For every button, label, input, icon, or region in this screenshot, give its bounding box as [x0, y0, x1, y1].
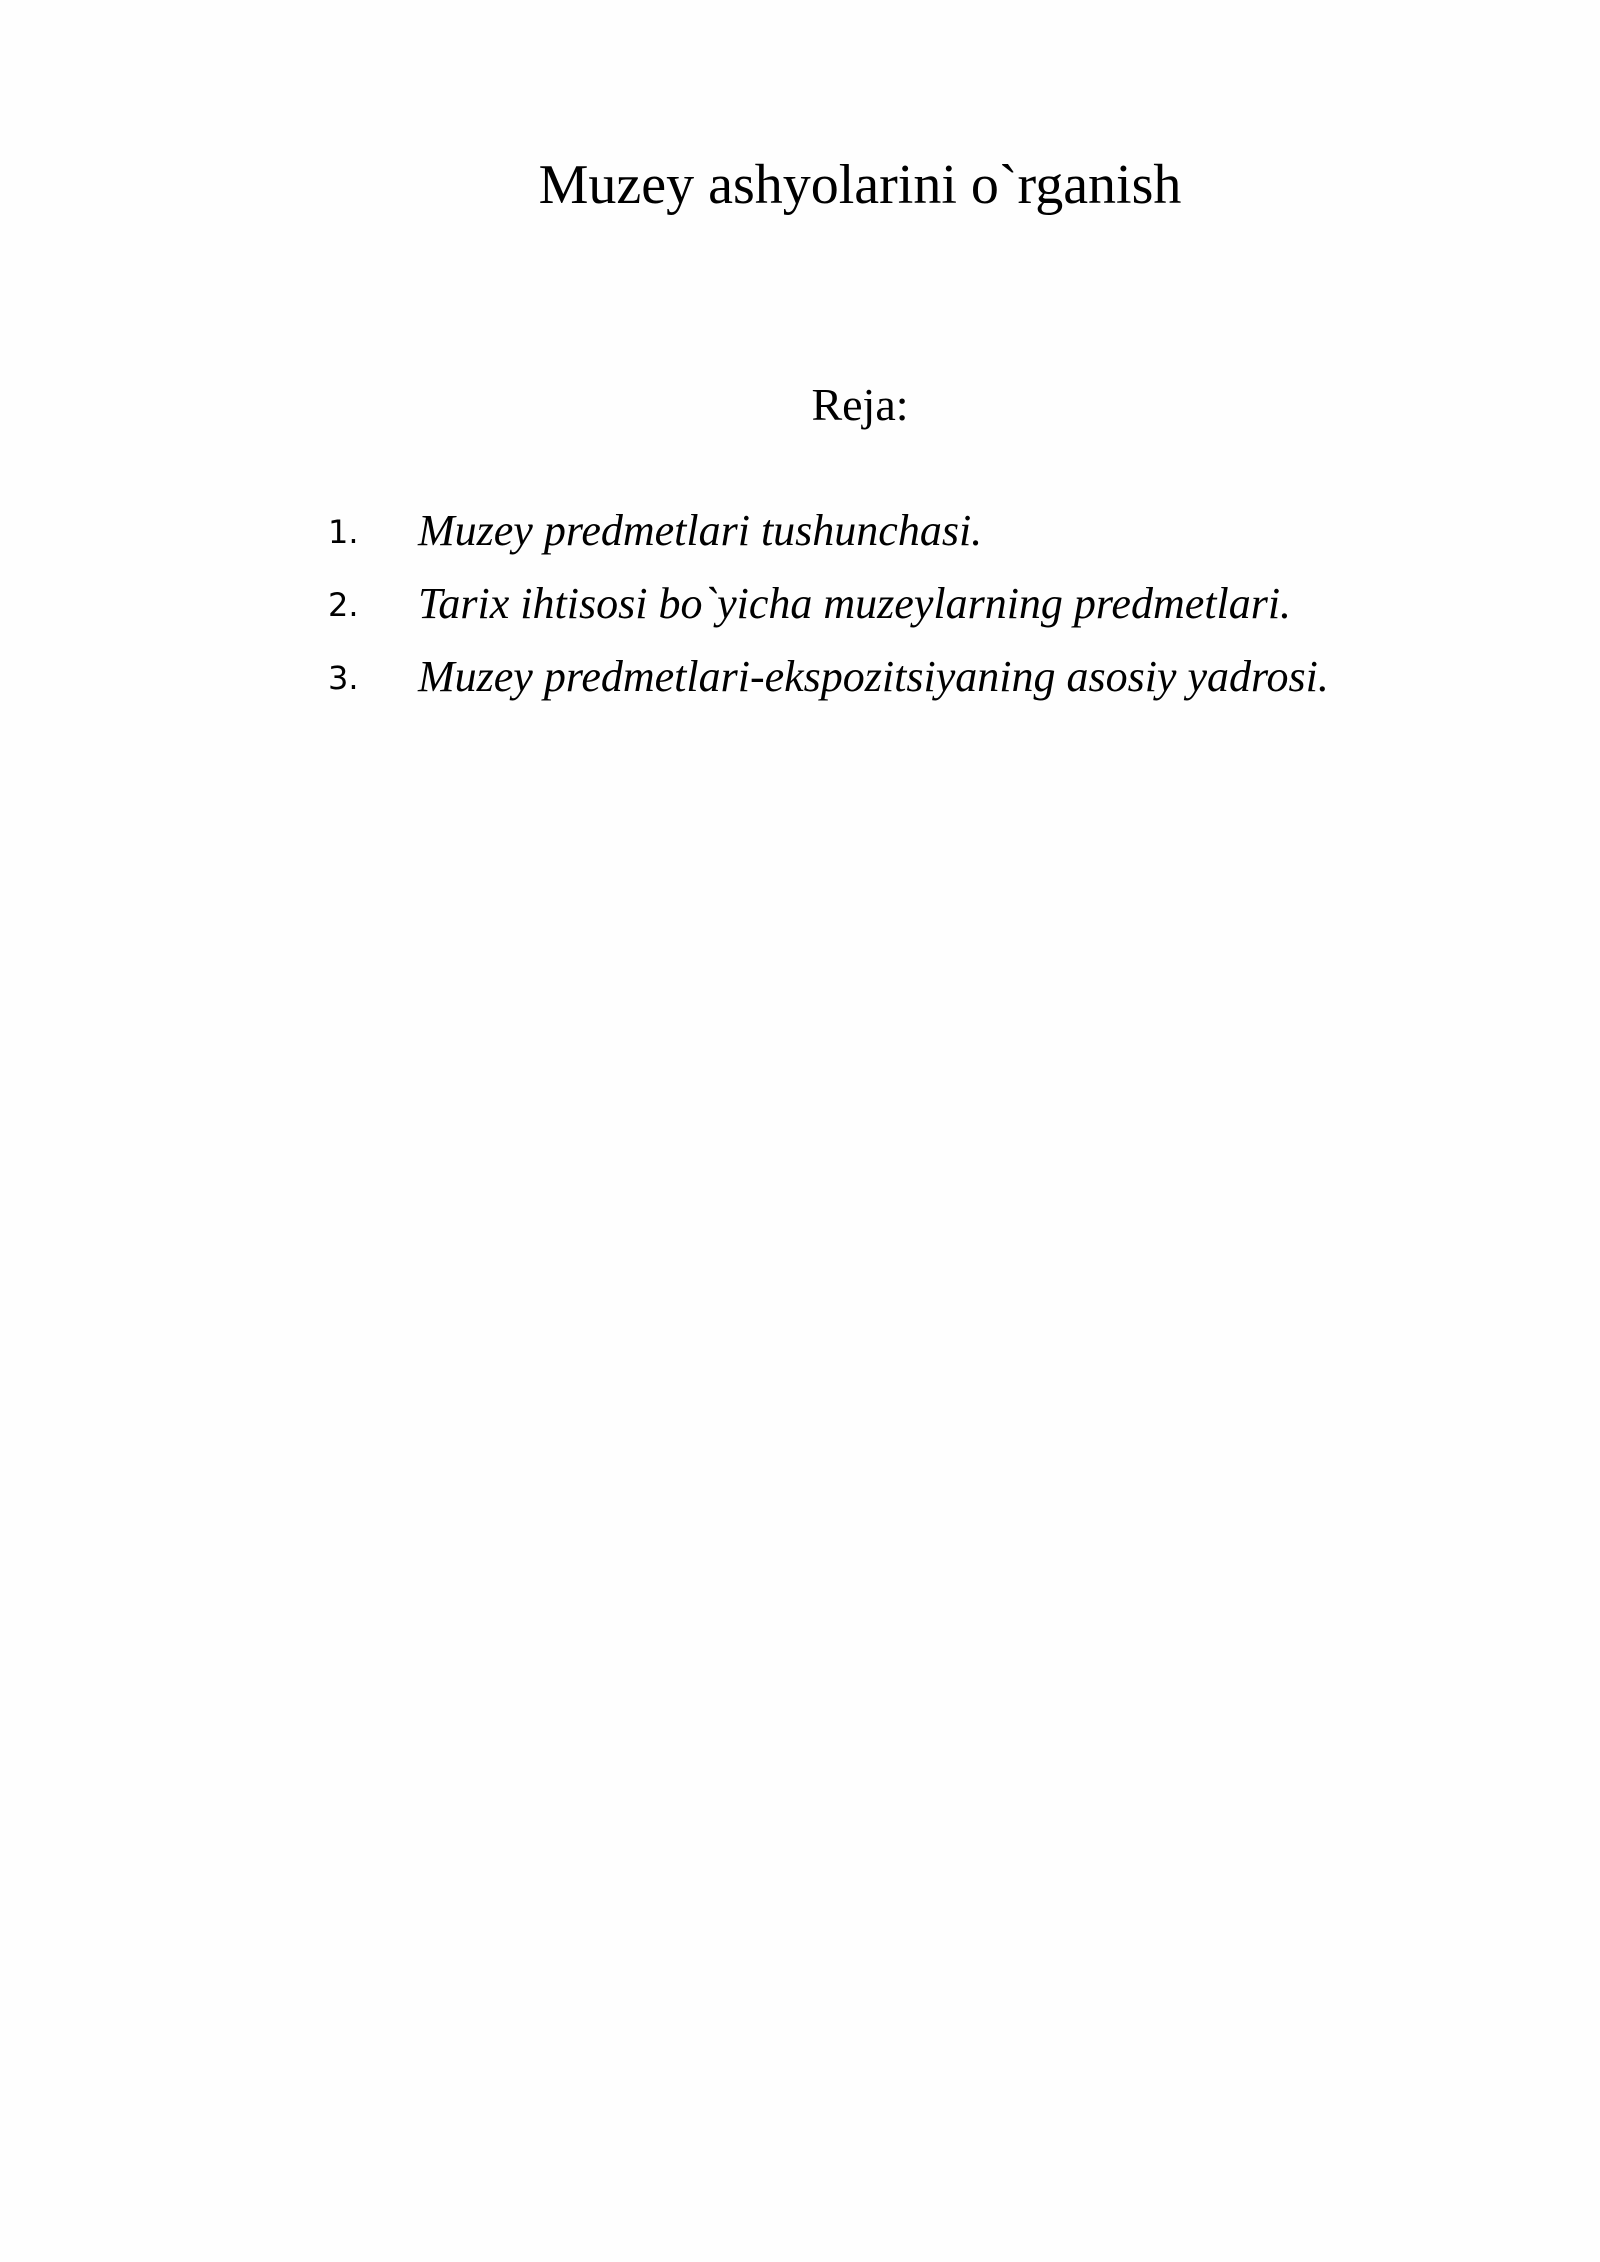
plan-item-number: 3. — [328, 659, 359, 697]
plan-item-text: Muzey predmetlari-ekspozitsiyaning asosiy yadrosi. — [418, 652, 1329, 701]
plan-item — [0, 646, 1600, 710]
document-title: Muzey ashyolarini o`rganish — [538, 154, 1182, 216]
plan-heading: Reja: — [811, 379, 909, 430]
plan-item-text: Tarix ihtisosi bo`yicha muzeylarning predmetlari. — [418, 579, 1292, 628]
plan-item-number: 2. — [328, 586, 359, 624]
plan-item — [0, 573, 1600, 637]
plan-item — [0, 500, 1600, 564]
plan-item-number: 1. — [328, 513, 359, 551]
plan-item-text: Muzey predmetlari tushunchasi. — [418, 506, 983, 555]
